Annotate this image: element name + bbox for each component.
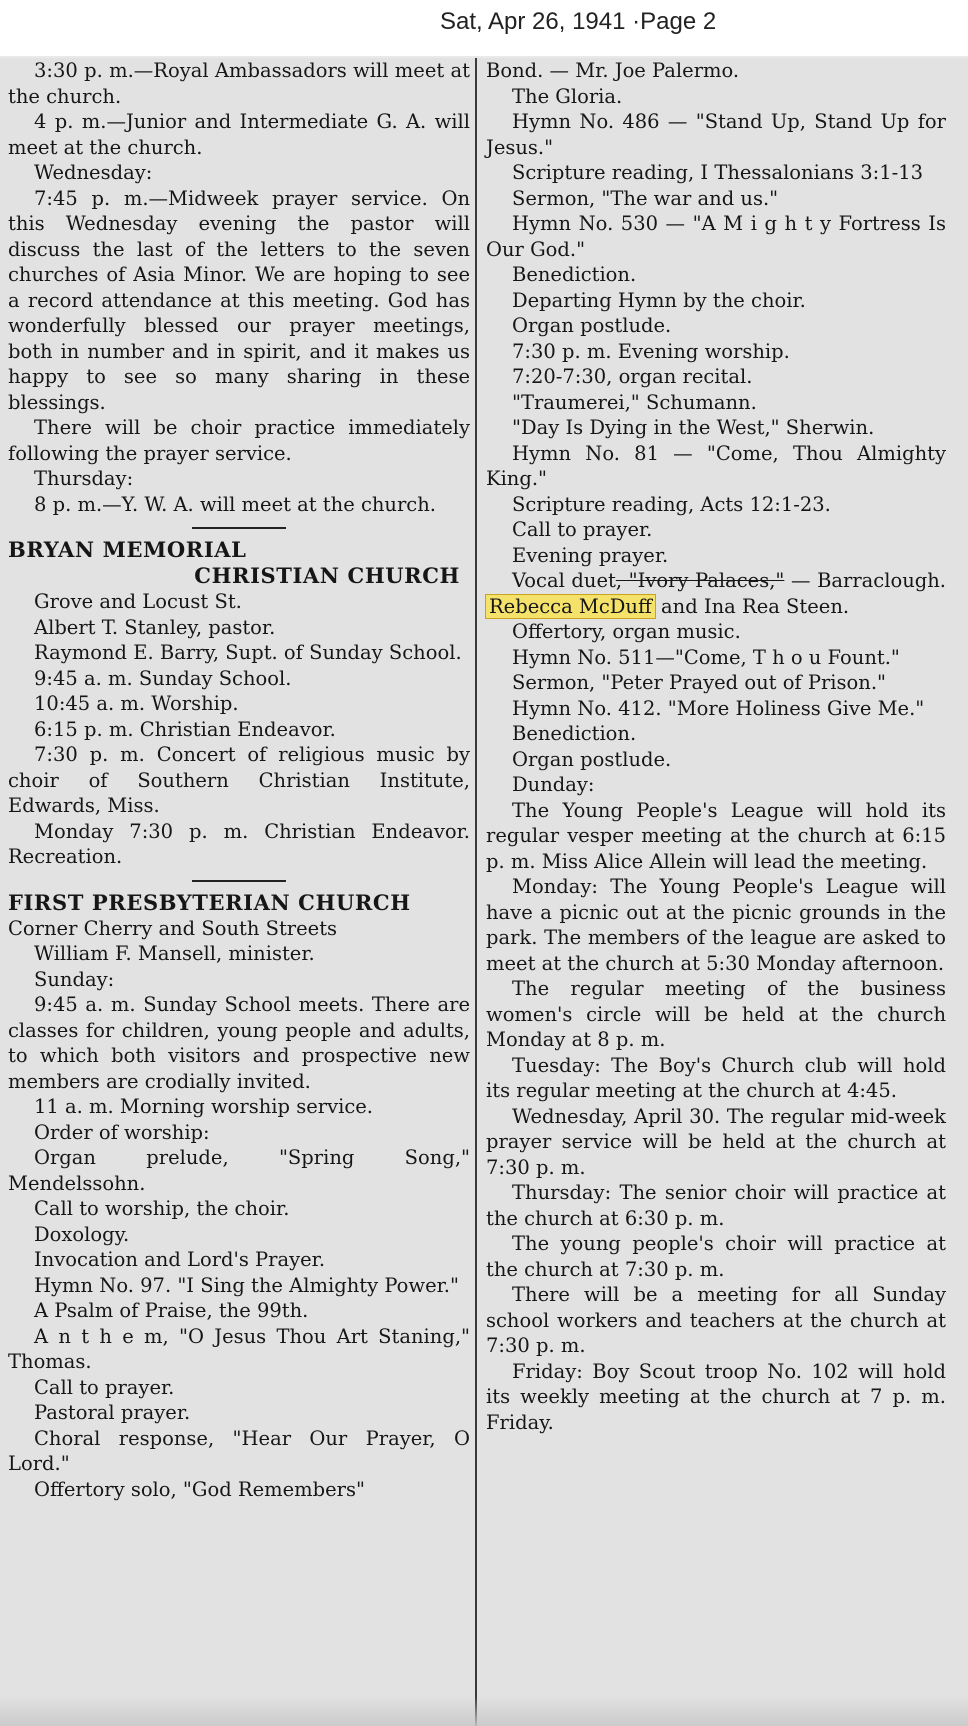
paragraph: Evening prayer. bbox=[512, 543, 669, 567]
text-span: — Barraclough. bbox=[784, 569, 946, 592]
church-heading: BRYAN MEMORIAL bbox=[8, 537, 247, 562]
paragraph: Invocation and Lord's Prayer. bbox=[34, 1248, 326, 1271]
paragraph: A Psalm of Praise, the 99th. bbox=[34, 1299, 309, 1322]
paragraph: Departing Hymn by the choir. bbox=[512, 288, 806, 312]
paragraph: Organ prelude, "Spring Song," Mendelssohn. bbox=[8, 1146, 470, 1195]
struck-text: , "Ivory Palaces," bbox=[615, 569, 785, 592]
paragraph: 8 p. m.—Y. W. A. will meet at the church. bbox=[34, 492, 436, 516]
paragraph: Hymn No. 412. "More Holiness Give Me." bbox=[512, 696, 925, 720]
paragraph: Sunday: bbox=[34, 967, 115, 991]
paragraph: Benediction. bbox=[512, 263, 637, 286]
paragraph: Sermon, "The war and us." bbox=[512, 186, 779, 210]
column-divider bbox=[475, 58, 477, 1726]
paragraph: "Traumerei," Schumann. bbox=[512, 390, 757, 414]
paragraph: Hymn No. 81 — "Come, Thou Almighty King." bbox=[486, 441, 946, 490]
newspaper-clipping bbox=[0, 58, 968, 1726]
text-span: and Ina Rea Steen. bbox=[654, 594, 850, 618]
paragraph: Scripture reading, Acts 12:1-23. bbox=[512, 492, 831, 516]
paragraph: There will be choir practice immediately following the prayer service. bbox=[8, 416, 470, 465]
paragraph: 7:45 p. m.—Midweek prayer service. On this Wednesday evening the pastor will discuss the last of the letters to the seven churches of Asia Minor. We are hoping to see a record attendance at this meeting. God has wonderfully blessed our prayer meetings, both in number and in spirit, and it makes us happy to see so many sharing in these blessings. bbox=[8, 186, 470, 414]
highlighted-name: Rebecca McDuff bbox=[486, 595, 655, 618]
paragraph: A n t h e m, "O Jesus Thou Art Staning," Thomas. bbox=[8, 1324, 470, 1373]
bottom-fade bbox=[0, 1696, 968, 1726]
section-divider bbox=[192, 880, 286, 882]
paragraph: Monday 7:30 p. m. Christian Endeavor. Recreation. bbox=[8, 819, 470, 868]
paragraph: 7:30 p. m. Evening worship. bbox=[512, 339, 790, 363]
paragraph: The regular meeting of the business women's circle will be held at the church Monday at 8 p. m. bbox=[486, 977, 946, 1051]
paragraph: 3:30 p. m.—Royal Ambassadors will meet at the church. bbox=[8, 59, 470, 108]
paragraph: Tuesday: The Boy's Church club will hold its regular meeting at the church at 4:45. bbox=[486, 1053, 946, 1102]
paragraph: 9:45 a. m. Sunday School meets. There are classes for children, young people and adults, to which both visitors and prospective new members are crodially invited. bbox=[8, 993, 470, 1093]
paragraph: Organ postlude. bbox=[512, 314, 672, 337]
clipping-paper bbox=[0, 58, 968, 1726]
page-header bbox=[0, 0, 968, 56]
paragraph: Thursday: The senior choir will practice at the church at 6:30 p. m. bbox=[486, 1181, 946, 1230]
paragraph: 7:20-7:30, organ recital. bbox=[512, 365, 753, 388]
paragraph: Dunday: bbox=[512, 773, 595, 796]
paragraph: Offertory, organ music. bbox=[512, 620, 741, 643]
paragraph: Hymn No. 97. "I Sing the Almighty Power." bbox=[34, 1273, 459, 1297]
paragraph: 9:45 a. m. Sunday School. bbox=[34, 666, 292, 690]
paragraph: William F. Mansell, minister. bbox=[34, 942, 315, 965]
paragraph: Call to prayer. bbox=[512, 518, 653, 541]
church-heading: FIRST PRESBYTERIAN CHURCH bbox=[8, 889, 411, 915]
paragraph: Wednesday, April 30. The regular mid-week prayer service will be held at the church at 7:30 p. m. bbox=[486, 1104, 946, 1179]
paragraph: Doxology. bbox=[34, 1222, 130, 1246]
section-divider bbox=[192, 527, 286, 529]
paragraph: Pastoral prayer. bbox=[34, 1401, 191, 1424]
paragraph: 6:15 p. m. Christian Endeavor. bbox=[34, 717, 336, 741]
paragraph-vocal-duet bbox=[486, 568, 946, 619]
left-column bbox=[8, 58, 470, 1502]
paragraph: Hymn No. 486 — "Stand Up, Stand Up for Jesus." bbox=[486, 110, 946, 159]
paragraph: Hymn No. 511—"Come, T h o u Fount." bbox=[512, 645, 900, 669]
paragraph: Choral response, "Hear Our Prayer, O Lord." bbox=[8, 1426, 470, 1475]
paragraph: Bond. — Mr. Joe Palermo. bbox=[486, 59, 740, 82]
paragraph: Wednesday: bbox=[34, 161, 153, 184]
paragraph: The Gloria. bbox=[512, 84, 623, 108]
paragraph: Raymond E. Barry, Supt. of Sunday School. bbox=[34, 641, 462, 664]
paragraph: Benediction. bbox=[512, 722, 637, 745]
paragraph: 4 p. m.—Junior and Intermediate G. A. will meet at the church. bbox=[8, 110, 470, 159]
paragraph: Friday: Boy Scout troop No. 102 will hold its weekly meeting at the church at 7 p. m. Friday. bbox=[486, 1359, 946, 1434]
paragraph: 10:45 a. m. Worship. bbox=[34, 692, 239, 715]
date-page-label: Sat, Apr 26, 1941 ·Page 2 bbox=[440, 8, 717, 35]
paragraph: Offertory solo, "God Remembers" bbox=[34, 1477, 365, 1501]
paragraph: Corner Cherry and South Streets bbox=[8, 916, 338, 940]
text-span: Vocal duet bbox=[512, 569, 616, 592]
church-heading: CHRISTIAN CHURCH bbox=[194, 563, 460, 588]
paragraph: Order of worship: bbox=[34, 1120, 210, 1144]
paragraph: 7:30 p. m. Concert of religious music by choir of Southern Christian Institute, Edwards, Miss. bbox=[8, 743, 470, 817]
paragraph: Call to worship, the choir. bbox=[34, 1197, 290, 1220]
right-column bbox=[486, 58, 946, 1435]
paragraph: Sermon, "Peter Prayed out of Prison." bbox=[512, 671, 887, 694]
paragraph: Thursday: bbox=[34, 467, 134, 490]
paragraph: Albert T. Stanley, pastor. bbox=[34, 615, 276, 639]
paragraph: Hymn No. 530 — "A M i g h t y Fortress Is Our God." bbox=[486, 212, 946, 261]
paragraph: 11 a. m. Morning worship service. bbox=[34, 1095, 374, 1118]
paragraph: The young people's choir will practice at the church at 7:30 p. m. bbox=[486, 1232, 946, 1281]
paragraph: "Day Is Dying in the West," Sherwin. bbox=[512, 416, 875, 439]
paragraph: Scripture reading, I Thessalonians 3:1-13 bbox=[512, 161, 924, 184]
paragraph: Call to prayer. bbox=[34, 1375, 175, 1399]
paragraph: Monday: The Young People's League will have a picnic out at the picnic grounds in the park. The members of the league are asked to meet at the church at 5:30 Monday afternoon. bbox=[486, 875, 946, 975]
paragraph: Organ postlude. bbox=[512, 747, 672, 771]
paragraph: Grove and Locust St. bbox=[34, 590, 242, 613]
paragraph: The Young People's League will hold its regular vesper meeting at the church at 6:15 p. m. Miss Alice Allein will lead the meeting. bbox=[486, 798, 946, 873]
paragraph: There will be a meeting for all Sunday school workers and teachers at the church at 7:30 p. m. bbox=[486, 1283, 946, 1357]
